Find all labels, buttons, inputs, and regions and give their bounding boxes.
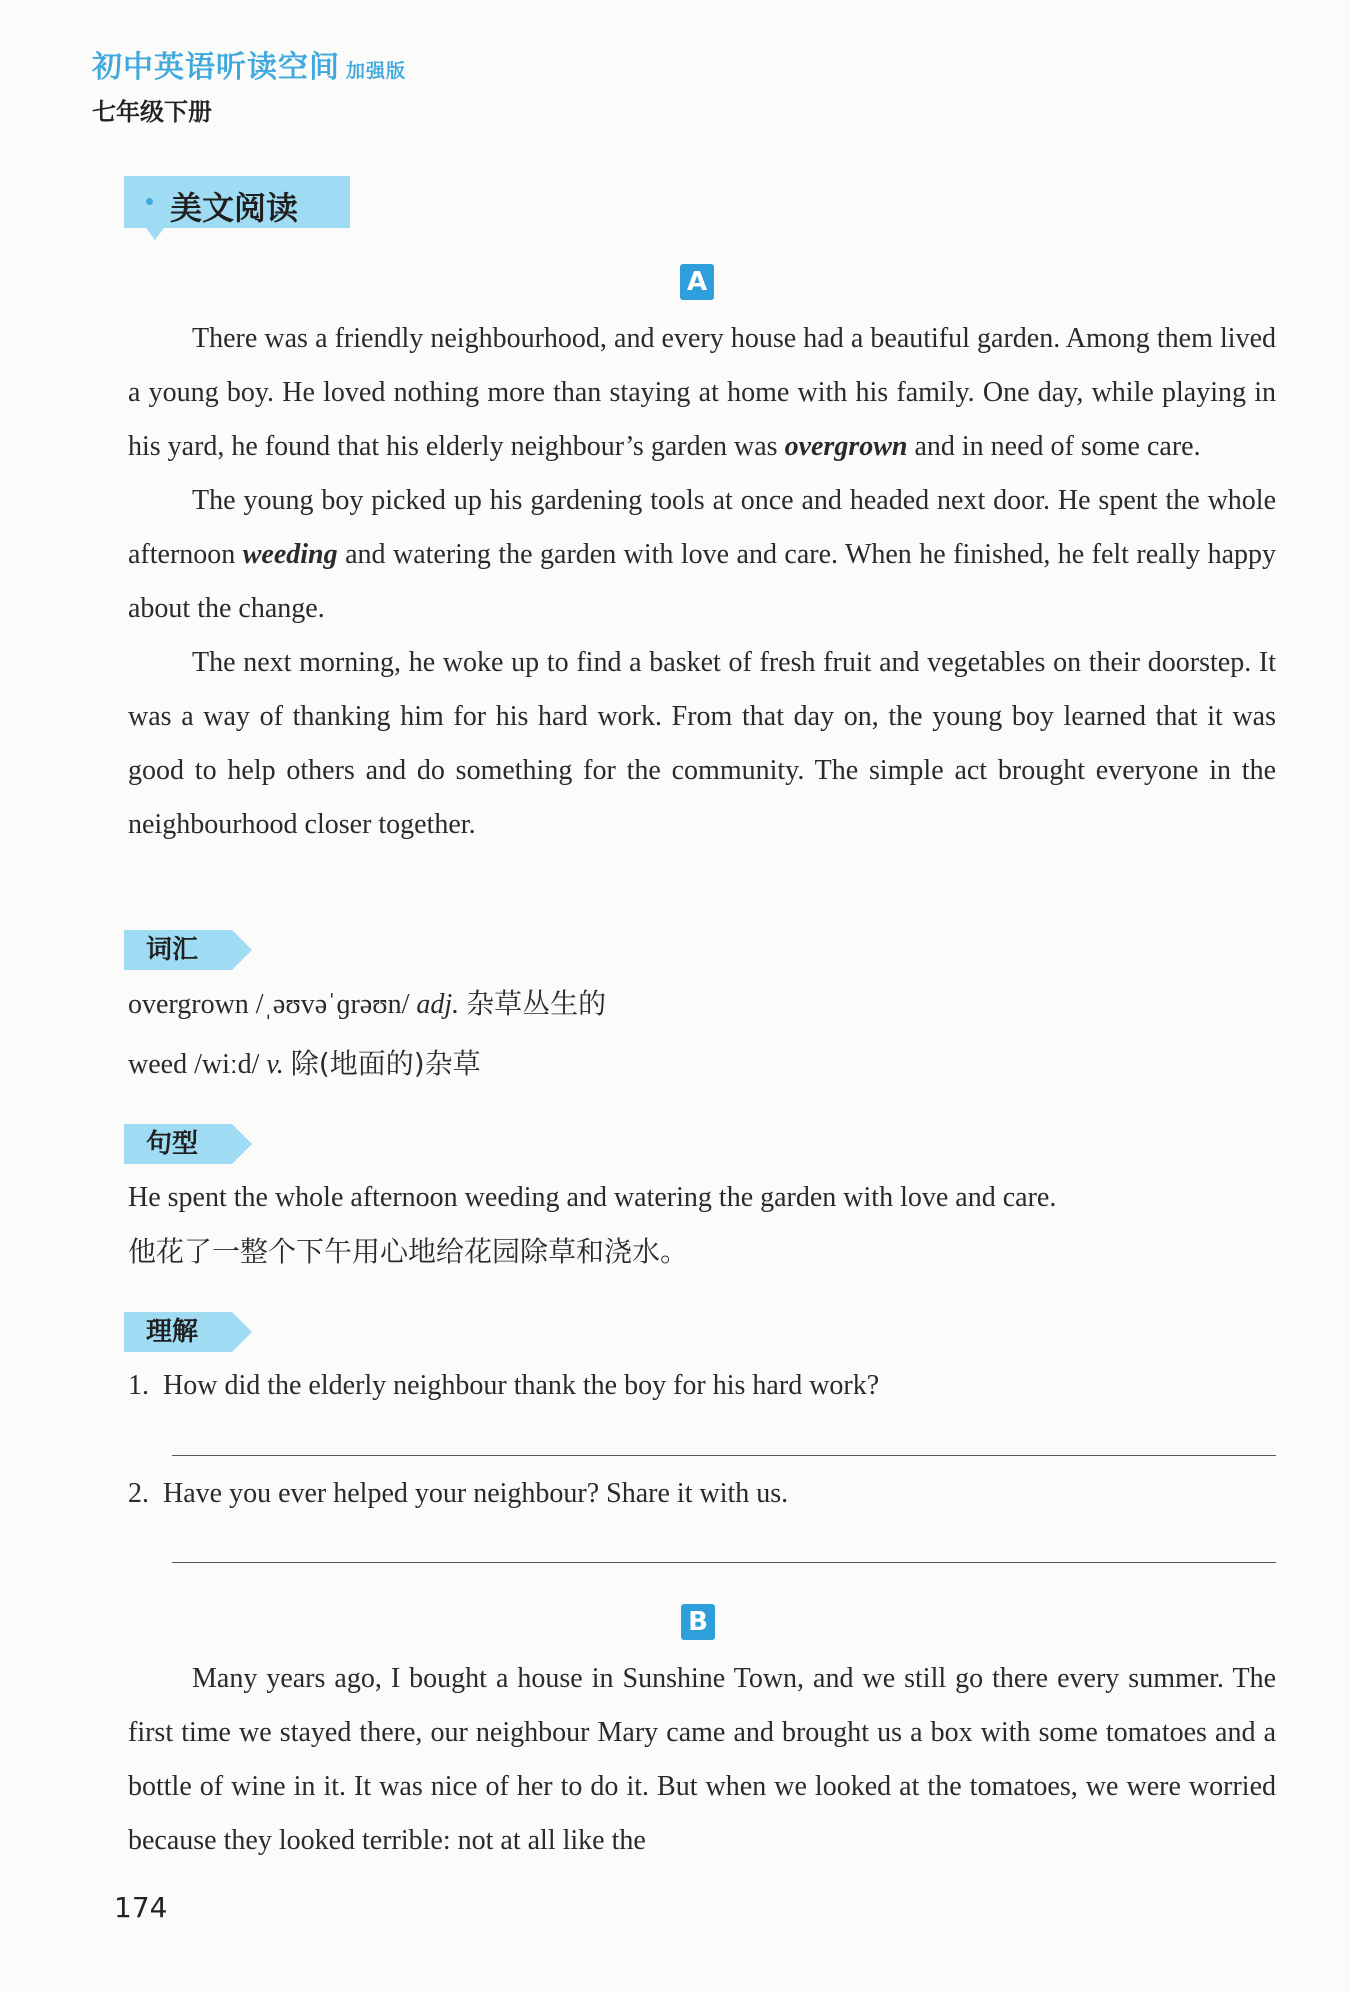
vocab-meaning: 杂草丛生的 xyxy=(466,987,607,1020)
vocab-meaning: 除(地面的)杂草 xyxy=(290,1047,481,1080)
vocab-word: overgrown xyxy=(128,989,249,1020)
vocab-item-overgrown xyxy=(128,984,606,1025)
comprehension-tag: 理解 xyxy=(124,1312,232,1352)
vocab-word: weed xyxy=(128,1049,188,1080)
passage-a-marker: A xyxy=(680,264,714,300)
question-2 xyxy=(128,1474,788,1514)
sentence-tag: 句型 xyxy=(124,1124,232,1164)
passage-a xyxy=(128,312,1276,852)
answer-line-2[interactable] xyxy=(172,1562,1276,1563)
passage-a-paragraph-2 xyxy=(128,474,1276,636)
book-title-text: 初中英语听读空间 xyxy=(92,50,340,85)
vocabulary-tag: 词汇 xyxy=(124,930,232,970)
section-title: 美文阅读 xyxy=(170,189,299,227)
answer-line-1[interactable] xyxy=(172,1455,1276,1456)
book-header xyxy=(92,42,406,127)
highlight-word-weeding: weeding xyxy=(242,539,338,570)
bullet-dot-icon xyxy=(146,198,153,205)
vocab-pos: v. xyxy=(266,1049,284,1080)
speech-tail-icon xyxy=(146,228,164,240)
question-number: 1. xyxy=(128,1370,149,1401)
passage-a-paragraph-3: The next morning, he woke up to find a basket of fresh fruit and vegetables on their doorstep. It was a way of thanking him for his hard work. From that day on, the young boy learned that it was good to help others and do something for the community. The simple act brought everyone in the neighbourhood closer together. xyxy=(128,647,1276,840)
book-edition: 加强版 xyxy=(346,60,407,82)
question-text: Have you ever helped your neighbour? Share it with us. xyxy=(163,1478,789,1509)
vocab-phonetic: /wiːd/ xyxy=(194,1049,260,1080)
book-title xyxy=(92,42,406,86)
question-text: How did the elderly neighbour thank the boy for his hard work? xyxy=(163,1370,880,1401)
book-subtitle: 七年级下册 xyxy=(92,98,212,126)
vocab-phonetic: /ˌəʊvəˈɡrəʊn/ xyxy=(255,989,410,1020)
passage-a-p2-end: and watering the garden with love and care. When he finished, he felt really happy about the change. xyxy=(128,539,1277,624)
section-banner xyxy=(124,176,350,228)
vocab-item-weed xyxy=(128,1044,481,1085)
highlight-word-overgrown: overgrown xyxy=(784,431,908,462)
question-1 xyxy=(128,1366,879,1406)
passage-b xyxy=(128,1652,1276,1868)
sentence-chinese: 他花了一整个下午用心地给花园除草和浇水。 xyxy=(128,1235,689,1268)
vocab-pos: adj. xyxy=(416,989,460,1020)
page-number: 174 xyxy=(114,1891,168,1924)
passage-b-paragraph-1: Many years ago, I bought a house in Sunshine Town, and we still go there every summer. The first time we stayed there, our neighbour Mary came and brought us a box with some tomatoes and a bottle of wine in it. It was nice of her to do it. But when we looked at the tomatoes, we were worried because they looked terrible: not at all like the xyxy=(128,1663,1276,1856)
passage-a-p1-text: There was a friendly neighbourhood, and every house had a beautiful garden. Among them lived a young boy. He loved nothing more than staying at home with his family. One day, while playing in his yard, he found that his elderly neighbour’s garden was xyxy=(128,323,1276,462)
passage-b-marker: B xyxy=(681,1604,715,1640)
passage-a-p2-text: The young boy picked up his gardening tools at once and headed next door. He spent the whole afternoon xyxy=(128,485,1276,570)
passage-a-paragraph-1 xyxy=(128,312,1276,474)
question-number: 2. xyxy=(128,1478,149,1509)
passage-a-p1-end: and in need of some care. xyxy=(914,431,1201,462)
sentence-english: He spent the whole afternoon weeding and watering the garden with love and care. xyxy=(128,1182,1057,1213)
